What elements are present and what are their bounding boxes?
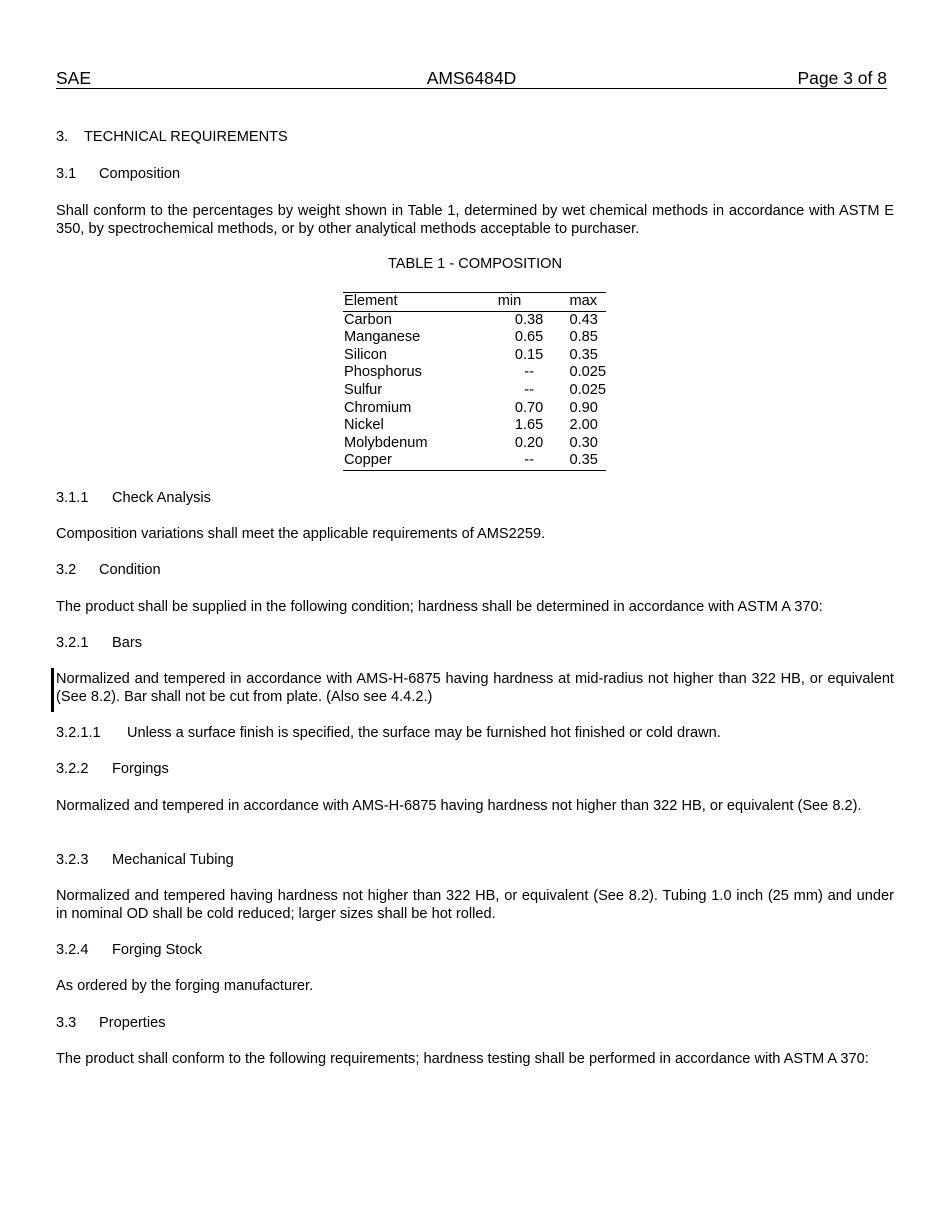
table-cell-element: Phosphorus <box>344 364 422 381</box>
section-3-3-paragraph: The product shall conform to the following requirements; hardness testing shall be performed in accordance with ASTM A 370: <box>56 1051 869 1067</box>
table-cell-min: -- <box>524 364 534 381</box>
section-3-1-heading: 3.1 Composition <box>56 166 181 182</box>
table-header-row <box>343 293 606 312</box>
table-cell-max: 0.35 <box>569 346 598 363</box>
table-cell-min: 0.20 <box>514 434 544 451</box>
table-cell-max: 0.85 <box>569 329 598 346</box>
table-cell-min: 0.38 <box>514 311 544 328</box>
section-3-2-2-paragraph: Normalized and tempered in accordance with AMS-H-6875 having hardness not higher than 322 HB, or equivalent (See 8.2). <box>56 798 862 814</box>
table-cell-max: 0.30 <box>569 434 598 451</box>
section-3-3-heading: 3.3 Properties <box>56 1015 166 1031</box>
section-3-heading: 3. TECHNICAL REQUIREMENTS <box>56 129 288 145</box>
table-cell-element: Copper <box>344 452 392 469</box>
table-cell-min: 0.65 <box>514 329 544 346</box>
table-cell-max: 2.00 <box>569 417 598 434</box>
table-cell-max: 0.35 <box>569 452 598 469</box>
section-3-2-4-heading: 3.2.4 Forging Stock <box>56 942 203 958</box>
table-cell-element: Silicon <box>344 346 387 363</box>
section-3-2-3-heading: 3.2.3 Mechanical Tubing <box>56 852 234 868</box>
table-row <box>343 364 606 382</box>
table-cell-min: 1.65 <box>514 417 544 434</box>
table-cell-element: Carbon <box>344 311 392 328</box>
table-row <box>343 400 606 418</box>
section-3-2-4-paragraph: As ordered by the forging manufacturer. <box>56 978 314 994</box>
table-cell-element: Nickel <box>344 417 384 434</box>
section-3-1-paragraph: Shall conform to the percentages by weight shown in Table 1, determined by wet chemical methods in accordance with ASTM E 350, by spectrochemical methods, or by other analytical methods acceptable to purchaser. <box>56 203 894 237</box>
section-3-1-1-paragraph: Composition variations shall meet the applicable requirements of AMS2259. <box>56 526 546 542</box>
table-cell-max: 0.025 <box>569 381 606 398</box>
table-cell-max: 0.90 <box>569 399 598 416</box>
table-row <box>343 329 606 347</box>
header-doc-number: AMS6484D <box>426 68 517 88</box>
table-cell-element: Molybdenum <box>344 434 428 451</box>
table-1-caption: TABLE 1 - COMPOSITION <box>387 256 563 272</box>
column-header-max: max <box>567 293 606 312</box>
section-3-2-heading: 3.2 Condition <box>56 562 161 578</box>
table-row <box>343 417 606 435</box>
column-header-element: Element <box>343 293 491 312</box>
section-3-2-2-heading: 3.2.2 Forgings <box>56 761 169 777</box>
table-row <box>343 347 606 365</box>
section-3-2-3-paragraph: Normalized and tempered having hardness not higher than 322 HB, or equivalent (See 8.2). Tubing 1.0 inch (25 mm) and under in nominal OD shall be cold reduced; larger sizes shall be hot rolled. <box>56 888 894 922</box>
table-cell-min: -- <box>524 381 534 398</box>
page-header <box>56 68 887 89</box>
revision-change-bar <box>51 668 54 712</box>
header-page-number: Page 3 of 8 <box>797 68 887 88</box>
table-cell-max: 0.025 <box>569 364 606 381</box>
composition-table <box>343 292 606 471</box>
table-cell-min: 0.15 <box>514 346 544 363</box>
section-3-2-1-1-paragraph: 3.2.1.1 Unless a surface finish is specified, the surface may be furnished hot finished or cold drawn. <box>56 725 721 741</box>
section-3-2-1-heading: 3.2.1 Bars <box>56 635 143 651</box>
table-row <box>343 382 606 400</box>
section-3-2-paragraph: The product shall be supplied in the following condition; hardness shall be determined in accordance with ASTM A 370: <box>56 599 823 615</box>
table-cell-element: Sulfur <box>344 381 383 398</box>
table-row <box>343 452 606 470</box>
table-cell-min: -- <box>524 452 534 469</box>
table-cell-element: Chromium <box>344 399 412 416</box>
section-3-2-1-paragraph: Normalized and tempered in accordance with AMS-H-6875 having hardness at mid-radius not higher than 322 HB, or equivalent (See 8.2). Bar shall not be cut from plate. (Also see 4.4.2.) <box>56 671 894 705</box>
table-cell-min: 0.70 <box>514 399 544 416</box>
header-org: SAE <box>56 68 92 88</box>
table-cell-max: 0.43 <box>569 311 598 328</box>
section-3-1-1-heading: 3.1.1 Check Analysis <box>56 490 211 506</box>
table-row <box>343 435 606 453</box>
column-header-min: min <box>491 293 568 312</box>
table-row <box>343 311 606 329</box>
document-page <box>56 0 894 1230</box>
table-cell-element: Manganese <box>344 329 421 346</box>
